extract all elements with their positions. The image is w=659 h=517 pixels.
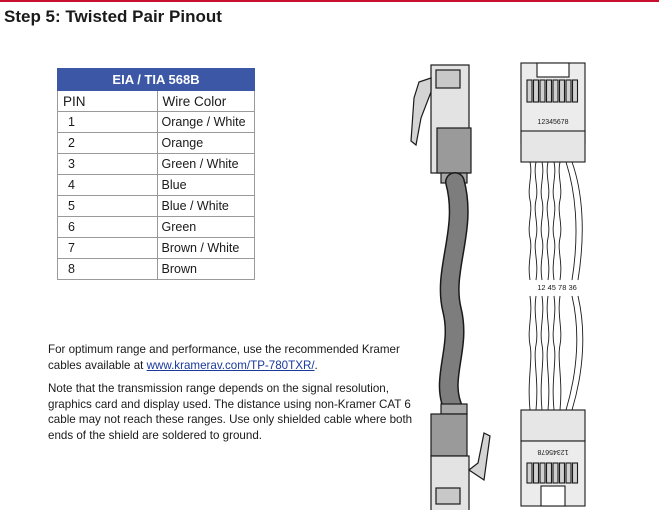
pin-number: 2 (58, 133, 158, 154)
top-plug-side-view (411, 65, 471, 183)
page-title: Step 5: Twisted Pair Pinout (4, 7, 222, 26)
column-header-pin: PIN (58, 91, 158, 112)
table-row (58, 175, 255, 196)
top-pin-numbers: 12345678 (537, 119, 569, 126)
wire-color: Green / White (157, 154, 255, 175)
pin-number: 6 (58, 217, 158, 238)
table-row (58, 133, 255, 154)
transmission-range-note: Note that the transmission range depends on the signal resolution, graphics card and display used. The distance using non-Kramer CAT 6 cable may not reach these ranges. Use only shielded cable where both ends of the shield are soldered to ground. (48, 382, 413, 442)
bottom-pin-numbers: 12345678 (537, 448, 569, 455)
note-period: . (314, 358, 318, 372)
table-row (58, 238, 255, 259)
cable-diagram (395, 55, 635, 510)
mid-pin-numbers: 12 45 78 36 (537, 283, 577, 292)
wire-color: Green (157, 217, 255, 238)
table-row (58, 259, 255, 280)
top-connector-front-view (521, 63, 585, 162)
column-header-color: Wire Color (157, 91, 255, 112)
cable (449, 182, 459, 412)
bottom-plug-side-view (431, 404, 490, 510)
bottom-connector-front-view (521, 410, 585, 506)
wire-color: Blue / White (157, 196, 255, 217)
table-row (58, 112, 255, 133)
pin-number: 3 (58, 154, 158, 175)
table-row (58, 217, 255, 238)
title-rule (0, 0, 659, 2)
kramer-cable-link[interactable]: www.kramerav.com/TP-780TXR/ (146, 358, 315, 372)
wire-color: Blue (157, 175, 255, 196)
wire-color: Brown (157, 259, 255, 280)
pin-number: 8 (58, 259, 158, 280)
pin-number: 5 (58, 196, 158, 217)
table-row (58, 196, 255, 217)
wire-color: Orange / White (157, 112, 255, 133)
table-header: EIA / TIA 568B (58, 69, 255, 91)
wire-color: Brown / White (157, 238, 255, 259)
cable-recommendation-note (48, 342, 428, 373)
pin-number: 4 (58, 175, 158, 196)
table-row (58, 154, 255, 175)
pinout-table (57, 68, 255, 280)
pin-number: 1 (58, 112, 158, 133)
pin-number: 7 (58, 238, 158, 259)
table-column-header-row (58, 91, 255, 112)
wire-color: Orange (157, 133, 255, 154)
note-text: For optimum range and performance, use the recommended Kramer cables available at (48, 343, 400, 372)
